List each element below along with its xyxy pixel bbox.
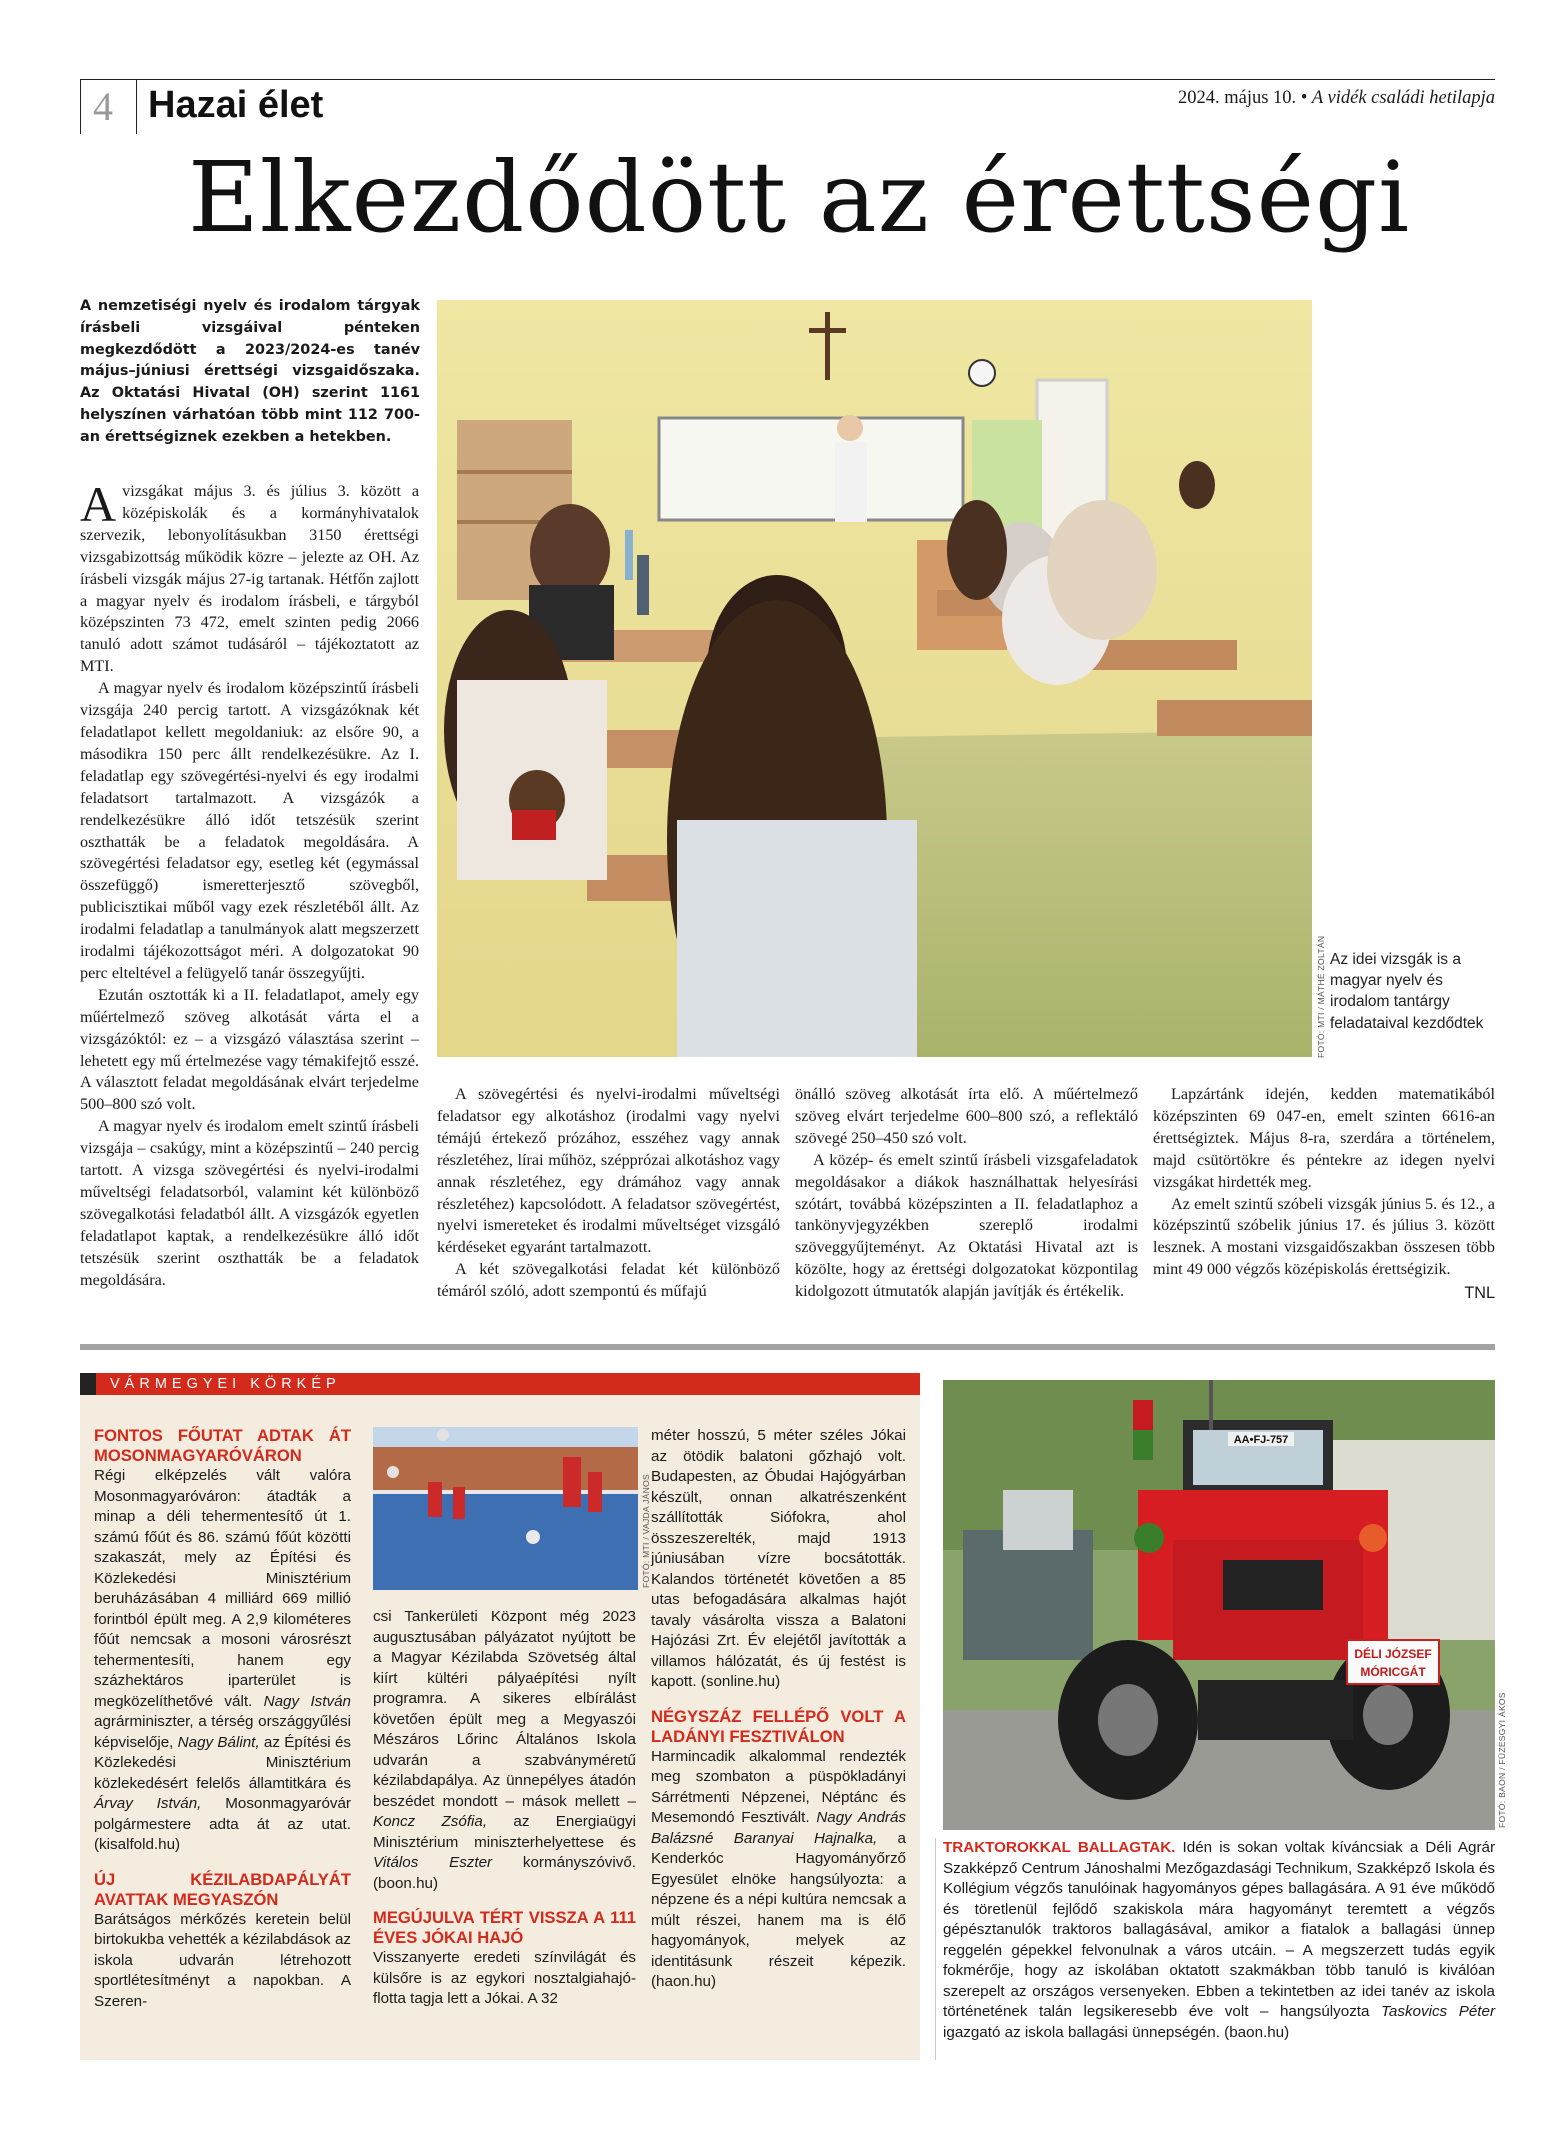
column-3-paragraph-1: önálló szöveg alkotását írta elő. A műértelmező szöveg elvárt terjedelme 600–800 szó, a reflektáló szövegé 250–450 szó volt. <box>795 1085 1138 1147</box>
tractor-sign-line-1: DÉLI JÓZSEF <box>1354 1647 1432 1661</box>
tractor-caption: TRAKTOROKKAL BALLAGTAK. Idén is sokan voltak kíváncsiak a Déli Agrár Szakképző Centrum Jánoshalmi Mezőgazdasági Technikum, Szakképző Iskola és Kollégium végzős tanulóinak hagyományos gépes ballagására. A 91 éve működő és töretlenül fejlődő szakiskola mára hagyományt teremtett a végzős gépésztanulók traktoros ballagásával, amikor a fiatalok a ballagási ünnep reggelén gépekkel felvonulnak a város utcáin. – A megszerzett tudás egyik fokmérője, hogy az iskolában oktatott szakmákban több tanuló is kiválóan szerepelt az országos versenyeken. Ebben a tekintetben az idei tanév az iskola történetének talán legsikeresebb éve volt – hangsúlyozta Taskovics Péter igazgató az iskola ballagási ünnepségén. (baon.hu) <box>943 1839 1496 2041</box>
publication-name: A vidék családi hetilapja <box>1311 88 1495 108</box>
korkep-column-2 <box>373 1607 636 2010</box>
article-column-1 <box>80 476 419 1292</box>
classroom-illustration <box>437 300 1312 1057</box>
news-3-title: MEGÚJULVA TÉRT VISSZA A 111 ÉVES JÓKAI HAJÓ <box>373 1908 636 1947</box>
handball-photo <box>373 1427 638 1590</box>
page-number: 4 <box>93 84 113 129</box>
column-4-paragraph-2: Az emelt szintű szóbeli vizsgák június 5. és 12., a középszintű szóbelik június 17. és július 3. között lesznek. A mostani vizsgaidőszakban összesen több mint 49 000 végzős középiskolás érettségizik. <box>1153 1194 1495 1279</box>
news-1-person-3: Árvay István, <box>94 1795 202 1812</box>
news-3-text-continued: méter hosszú, 5 méter széles Jókai az ötödik balatoni gőzhajó volt. Budapesten, az Óbudai Hajógyárban készült, onnan alkatrészenként szállították Siófokra, ahol összeszerelték, majd 1913 júniusában vízre bocsátották. Kalandos történetét követően a 85 utas befogadására alkalmas hajót tavaly vásárolta vissza a Balatoni Hajózási Zrt. Év elejétől javították a villamos hálózatát, és új festést is kapott. (sonline.hu) <box>651 1427 906 1690</box>
column-2-paragraph-1: A szövegértési és nyelvi-irodalmi műveltségi feladatsor egy alkotáshoz (irodalmi vagy nyelvi témájú értekező prózához, esszéhez vagy annak részletéhez, lírai műhöz, szépprózai alkotáshoz vagy annak részletéhez, egy drámához vagy annak részletéhez) kapcsolódott. A feladatsor szövegértést, nyelvi ismereteket és irodalmi műveltséget vizsgáló kérdéseket egyaránt tartalmazott. <box>437 1085 780 1257</box>
classroom-photo <box>437 300 1312 1057</box>
tractor-sign-line-2: MÓRICGÁT <box>1360 1665 1426 1679</box>
tractor-plate-text: AA•FJ-757 <box>1233 1434 1289 1446</box>
handball-photo-credit: FOTÓ: MTI / VAJDA JÁNOS <box>641 1474 651 1588</box>
column-4-paragraph-1: Lapzártánk idején, kedden matematikából középszinten 69 047-en, emelt szinten 6616-an érettségiztek. Május 8-ra, szerdára a történelem, majd csütörtökre és péntekre az idegen nyelvi vizsgákat hirdették meg. <box>1153 1085 1495 1191</box>
news-2-text-continued: csi Tankerületi Központ még 2023 augusztusában pályázatot nyújtott be a Magyar Kézilabda Szövetség által kiírt kültéri pályaépítési nyílt programra. A sikeres elbírálást követően épült meg a Megyaszói Mészáros Lőrinc Általános Iskola udvarán a szabványméretű kézilabdapálya. Az ünnepélyes átadón beszédet mondott – mások mellett – Koncz Zsófia, az Energiaügyi Minisztérium miniszterhelyettese és Vitálos Eszter kormányszóvivő. (boon.hu) <box>373 1608 636 1892</box>
tractor-caption-title: TRAKTOROKKAL BALLAGTAK. <box>943 1839 1176 1856</box>
header-dateline <box>1178 86 1495 110</box>
header-top-rule <box>80 79 1495 80</box>
news-1-text: Régi elképzelés vált valóra Mosonmagyaróváron: átadták a minap a déli tehermentesítő út 1. számú főút és 86. számú főút közötti szakaszát, mely az Építési és Közlekedési Minisztérium beruházásában 4 milliárd 669 millió forintból épült meg. A 2,9 kilométeres főút nemcsak a mosoni városrészt tehermentesíti, hanem egy százhektáros iparterület is megközelíthetővé vált. Nagy István agrárminiszter, a térség országgyűlési képviselője, Nagy Bálint, az Építési és Közlekedési Minisztérium közlekedésért felelős államtitkára és Árvay István, Mosonmagyaróvár polgármestere adta át az utat. (kisalfold.hu) <box>94 1467 351 1853</box>
tractor-photo <box>943 1380 1495 1830</box>
korkep-banner <box>80 1373 920 1395</box>
column-1-paragraph-2: A magyar nyelv és irodalom középszintű írásbeli vizsgája 240 percig tartott. A vizsgázóknak két feladatlapot kellett megoldaniuk: az elsőre 90, a másodikra 150 perc állt rendelkezésükre. Az I. feladatlap egy szövegértési-nyelvi és egy irodalmi feladatsort tartalmazott. A vizsgázók a rendelkezésükre álló időt tetszésük szerint oszthatták be a feladatok megoldására. A szövegértési feladatsor egy, esetleg két (egymással összefüggő) ismeretterjesztő szövegből, publicisztikai műből vagy ezek részletéből állt. Az irodalmi feladatlap a tanulmányok alatt megszerzett irodalmi tájékozottságot méri. A dolgozatokat 90 perc elteltével a felügyelő tanár összegyűjti. <box>80 679 419 982</box>
article-column-4 <box>1153 1084 1495 1305</box>
drop-cap: A <box>80 476 117 532</box>
news-4-person-1: Nagy András Balázsné Baranyai Hajnalka, <box>651 1809 907 1847</box>
handball-court-illustration <box>373 1427 638 1590</box>
section-divider <box>80 1344 1495 1350</box>
korkep-column-3 <box>651 1426 906 1993</box>
column-1-paragraph-4: A magyar nyelv és irodalom emelt szintű írásbeli vizsgája – csakúgy, mint a középszintű – 240 percig tartott. A vizsga szövegértési és nyelvi-irodalmi műveltségi feladatsorból, valamint két különböző szövegalkotási feladatból állt. A vizsgázók egyetlen feladatlapot kaptak, a rendelkezésükre álló időt tetszésük szerint oszthatták be a feladatok megoldására. <box>80 1117 419 1289</box>
main-photo-credit: FOTÓ: MTI / MÁTHÉ ZOLTÁN <box>1316 935 1326 1058</box>
article-column-3 <box>795 1084 1138 1303</box>
news-4-title: NÉGYSZÁZ FELLÉPŐ VOLT A LADÁNYI FESZTIVÁLON <box>651 1706 906 1746</box>
main-photo-caption: Az idei vizsgák is a magyar nyelv és irodalom tantárgy feladataival kezdődtek <box>1330 951 1484 1032</box>
news-2-title: ÚJ KÉZILABDAPÁLYÁT AVATTAK MEGYASZÓN <box>94 1869 351 1909</box>
column-1-paragraph-3: Ezután osztották ki a II. feladatlapot, amely egy műértelmező szöveg alkotását várta el a vizsgázóktól: ez – a vizsgázó választása szerint – lehetett egy mű értelmezése vagy témakifejtő esszé. A választott feladat megoldásának elvárt terjedelme 500–800 szó volt. <box>80 985 419 1114</box>
column-1-paragraph-1: vizsgákat május 3. és július 3. között a középiskolák és a kormányhivatalok szervezik, lebonyolításukban 3150 érettségi vizsgabizottság működik közre – jelezte az OH. Az írásbeli vizsgák május 27-ig tartanak. Hétfőn zajlott a magyar nyelv és irodalom írásbeli, e tárgyból középszinten 73 472, emelt szinten pedig 2066 tanuló adott számot tudásáról – tájékoztatott az MTI. <box>80 482 419 676</box>
issue-date: 2024. május 10. <box>1177 88 1297 108</box>
news-1-title: FONTOS FŐUTAT ADTAK ÁT MOSONMAGYARÓVÁRON <box>94 1426 351 1465</box>
tractor-illustration <box>943 1380 1495 1830</box>
news-2-person-1: Koncz Zsófia, <box>373 1813 488 1830</box>
article-column-2 <box>437 1084 780 1303</box>
news-1-person-1: Nagy István <box>263 1692 351 1710</box>
tractor-photo-credit: FOTÓ: BAON / FÜZESGYI ÁKOS <box>1497 1692 1507 1828</box>
korkep-banner-marker <box>80 1373 96 1395</box>
headline: Elkezdődött az érettségi <box>188 141 1411 254</box>
article-lead: A nemzetiségi nyelv és irodalom tárgyak írásbeli vizsgáival pénteken megkezdődött a 2023/2024-es tanév május–júniusi érettségi vizsgaidőszaka. Az Oktatási Hivatal (OH) szerint 1161 helyszínen várhatóan több mint 112 700-an érettségiznek ezekben a hetekben. <box>80 298 420 445</box>
tractor-caption-rule <box>935 1838 936 2060</box>
news-1-person-2: Nagy Bálint, <box>177 1733 260 1751</box>
header-bullet: • <box>1300 88 1308 108</box>
news-3-text-start: Visszanyerte eredeti színvilágát és külsőre is az egykori nosztalgiahajó-flotta tagja lett a Jókai. A 32 <box>373 1949 636 2007</box>
news-2-person-2: Vitálos Eszter <box>373 1854 493 1871</box>
column-2-paragraph-2: A két szövegalkotási feladat két különböző témáról szóló, adott szempontú és műfajú <box>437 1260 780 1301</box>
tractor-caption-person: Taskovics Péter <box>1381 2003 1496 2020</box>
article-signature: TNL <box>1464 1284 1495 1303</box>
news-2-text-start: Barátságos mérkőzés keretein belül birtokukba vehették a kézilabdások az iskola udvarán létrehozott sportlétesítményt a napokban. A Szeren- <box>94 1910 351 2010</box>
column-3-paragraph-2: A közép- és emelt szintű írásbeli vizsgafeladatok megoldásakor a diákok használhattak helyesírási szótárt, továbbá középszinten a II. feladatlaphoz a tankönyvjegyzékben szereplő irodalmi szöveggyűjteményt. Az Oktatási Hivatal azt is közölte, hogy az érettségi dolgozatokat központilag kidolgozott útmutatók alapján javítják és értékelik. <box>795 1150 1138 1301</box>
news-4-text: Harmincadik alkalommal rendezték meg szombaton a püspökladányi Sárrétmenti Népzenei, Néptánc és Mesemondó Fesztivált. Nagy András Balázsné Baranyai Hajnalka, a Kenderkóc Hagyományőrző Egyesület elnöke hangsúlyozta: a népzene és a népi kultúra nemcsak a múlt részei, hanem ma is élő hagyományok, melyek az identitásunk részeit képezik. (haon.hu) <box>651 1747 907 1990</box>
korkep-column-1 <box>94 1426 351 2012</box>
section-title: Hazai élet <box>148 84 324 126</box>
korkep-banner-title: VÁRMEGYEI KÖRKÉP <box>110 1376 341 1392</box>
